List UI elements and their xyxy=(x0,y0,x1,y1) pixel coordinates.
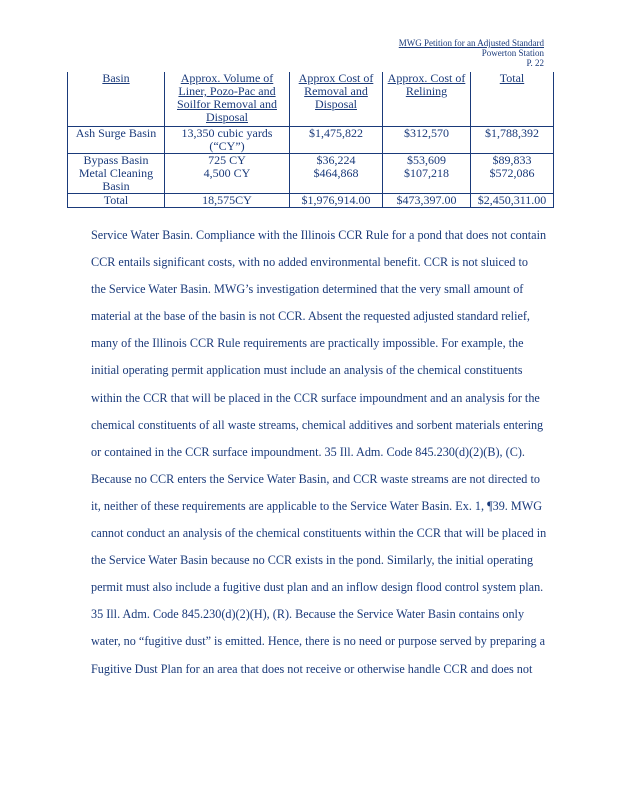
header-page-number: P. 22 xyxy=(526,58,544,68)
header-petition-title: MWG Petition for an Adjusted Standard xyxy=(398,38,544,48)
cell-total: $2,450,311.00 xyxy=(471,194,554,208)
cell-basin: Total xyxy=(68,194,165,208)
col-header-removal-cost: Approx Cost of Removal and Disposal xyxy=(290,72,383,127)
body-line: within the CCR that will be placed in the CCR surface impoundment and an analysis for the xyxy=(91,390,540,405)
body-line: CCR entails significant costs, with no added environmental benefit. CCR is not sluiced to xyxy=(91,255,529,270)
col-header-relining-cost: Approx. Cost of Relining xyxy=(383,72,471,127)
body-line: Fugitive Dust Plan for an area that does not receive or otherwise handle CCR and does not xyxy=(91,661,533,676)
cell-relining-cost: $473,397.00 xyxy=(383,194,471,208)
body-line: material at the base of the basin is not CCR. Absent the requested adjusted standard relief, xyxy=(91,309,530,324)
body-paragraph xyxy=(91,222,611,683)
table-header-row xyxy=(68,72,554,127)
cell-removal-cost: $1,976,914.00 xyxy=(290,194,383,208)
body-line: 35 Ill. Adm. Code 845.230(d)(2)(H), (R). Because the Service Water Basin contains only xyxy=(91,607,525,622)
table-row-total xyxy=(68,194,554,208)
cell-relining-cost: $312,570 xyxy=(383,127,471,154)
cell-volume: 4,500 CY xyxy=(165,167,290,194)
body-line: the Service Water Basin because no CCR exists in the pond. Similarly, the initial operating xyxy=(91,553,534,568)
cell-removal-cost: $1,475,822 xyxy=(290,127,383,154)
header-station: Powerton Station xyxy=(481,48,544,58)
body-line: water, no “fugitive dust” is emitted. Hence, there is no need or purpose served by preparing a xyxy=(91,634,546,649)
body-line: Because no CCR enters the Service Water Basin, and CCR waste streams are not directed to xyxy=(91,471,540,486)
table-row xyxy=(68,154,554,168)
table-row xyxy=(68,127,554,154)
page-header xyxy=(399,38,544,68)
body-line: or contained in the CCR surface impoundment. 35 Ill. Adm. Code 845.230(d)(2)(B), (C). xyxy=(91,444,525,459)
body-line: initial operating permit application must include an analysis of the chemical constituents xyxy=(91,363,523,378)
cell-total: $89,833 xyxy=(471,154,554,168)
cell-volume: 18,575CY xyxy=(165,194,290,208)
body-line: cannot conduct an analysis of the chemical constituents within the CCR that will be placed in xyxy=(91,526,547,541)
cell-volume: 725 CY xyxy=(165,154,290,168)
cost-table xyxy=(67,72,554,208)
cell-basin: Ash Surge Basin xyxy=(68,127,165,154)
body-line: many of the Illinois CCR Rule requirements are practically impossible. For example, the xyxy=(91,336,524,351)
cell-total: $572,086 xyxy=(471,167,554,194)
body-line: Service Water Basin. Compliance with the Illinois CCR Rule for a pond that does not contain xyxy=(91,228,547,242)
cell-relining-cost: $107,218 xyxy=(383,167,471,194)
cell-basin: Metal Cleaning Basin xyxy=(68,167,165,194)
col-header-volume: Approx. Volume of Liner, Pozo-Pac and Soilfor Removal and Disposal xyxy=(165,72,290,127)
body-line: chemical constituents of all waste streams, chemical additives and sorbent materials entering xyxy=(91,417,544,432)
col-header-total: Total xyxy=(471,72,554,127)
cell-volume: 13,350 cubic yards (“CY”) xyxy=(165,127,290,154)
cell-removal-cost: $36,224 xyxy=(290,154,383,168)
col-header-basin: Basin xyxy=(68,72,165,127)
cell-relining-cost: $53,609 xyxy=(383,154,471,168)
body-line: it, neither of these requirements are applicable to the Service Water Basin. Ex. 1, ¶39. MWG xyxy=(91,498,543,513)
cell-total: $1,788,392 xyxy=(471,127,554,154)
body-line: permit must also include a fugitive dust plan and an inflow design flood control system plan. xyxy=(91,580,544,595)
cell-removal-cost: $464,868 xyxy=(290,167,383,194)
cell-basin: Bypass Basin xyxy=(68,154,165,168)
body-line: the Service Water Basin. MWG’s investigation determined that the very small amount of xyxy=(91,282,524,297)
table-row xyxy=(68,167,554,194)
